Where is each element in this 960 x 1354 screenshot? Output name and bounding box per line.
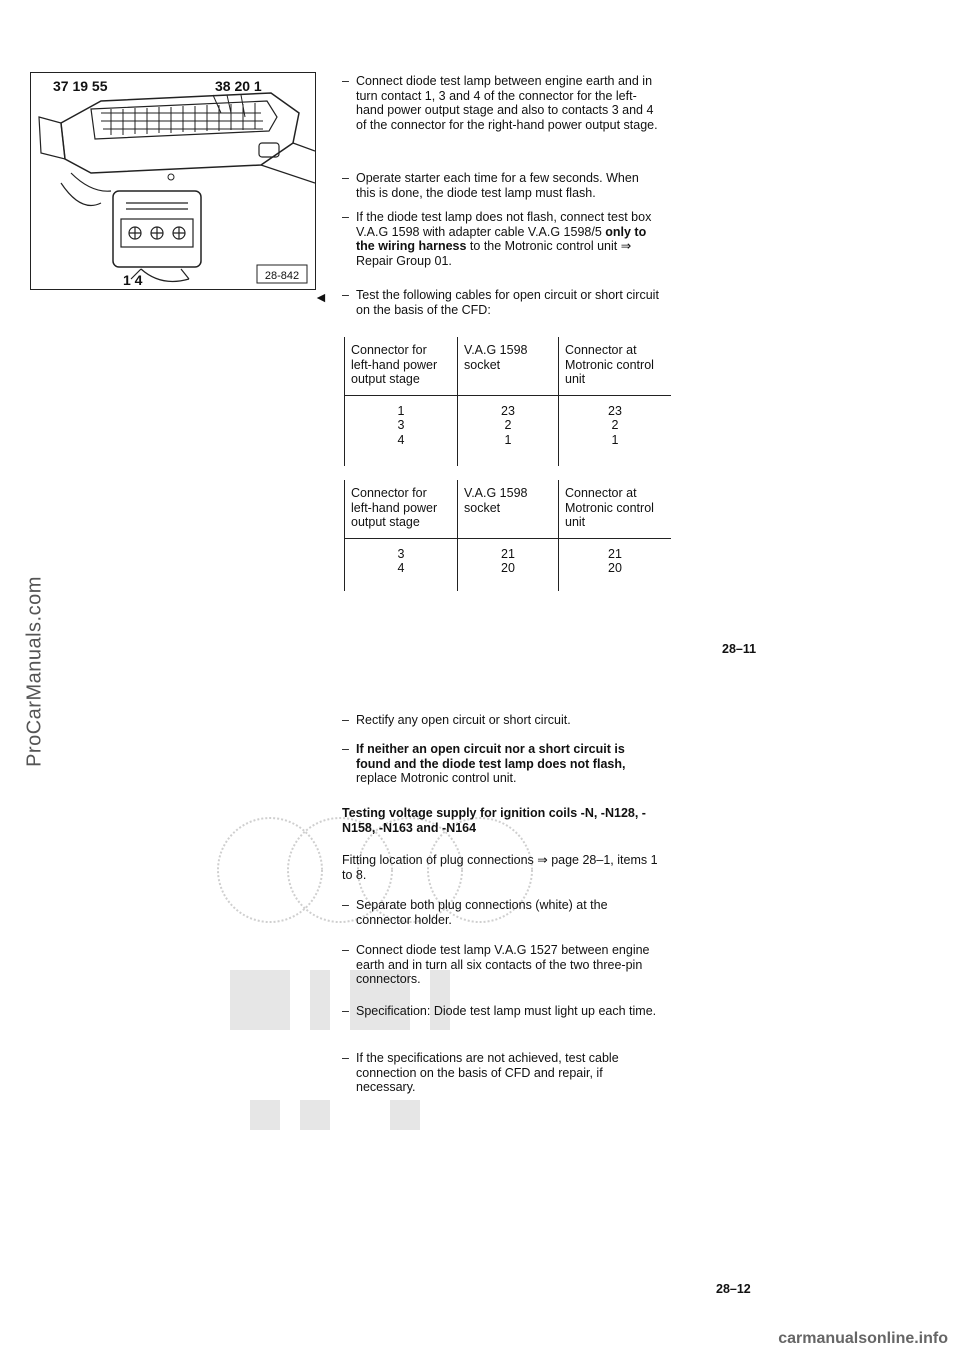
table2-col-1: 3 4 [345, 538, 458, 591]
table1-col-1: 1 3 4 [345, 395, 458, 466]
instruction-replace-control-unit: – If neither an open circuit nor a short circuit is found and the diode test lamp does not flash, replace Motronic control unit. [342, 742, 626, 785]
figure-ref: 28-842 [264, 270, 300, 282]
specification-text: – Specification: Diode test lamp must light up each time. [342, 1004, 657, 1018]
table2-header-3: Connector at Motronic control unit [559, 480, 672, 538]
connector-figure [30, 72, 316, 290]
instruction-connect-lamp: – Connect diode test lamp between engine earth and in turn contact 1, 3 and 4 of the connector for the left-hand power output stage and also to contacts 3 and 4 of the connector for the right-hand power output stage. [342, 74, 658, 132]
page-number-28-11: 28–11 [722, 642, 757, 656]
instruction-test-cable-connection: – If the specifications are not achieved, test cable connection on the basis of CFD and repair, if necessary. [342, 1051, 619, 1094]
table2-col-3: 21 20 [608, 546, 622, 575]
footer-watermark: carmanualsonline.info [778, 1330, 948, 1347]
table2-col-2: 21 20 [458, 538, 559, 591]
figure-label-top-right: 38 20 1 [215, 78, 262, 94]
table1-header-2: V.A.G 1598 socket [458, 337, 559, 395]
fitting-location-text: Fitting location of plug connections ⇒ page 28–1, items 1 to 8. [342, 853, 658, 882]
cfd-table-2 [344, 480, 671, 591]
instruction-test-box: – If the diode test lamp does not flash, connect test box V.A.G 1598 with adapter cable V.A.G 1598/5 only to the wiring harness to the Motronic control unit ⇒ Repair Group 01. [342, 210, 652, 268]
instruction-operate-starter: – Operate starter each time for a few seconds. When this is done, the diode test lamp must flash. [342, 171, 639, 200]
side-watermark-text: ProCarManuals.com [23, 576, 46, 767]
figure-label-bottom: 1 4 [123, 272, 143, 288]
section-heading: Testing voltage supply for ignition coils -N, -N128, -N158, -N163 and -N164 [342, 806, 646, 835]
table1-col-3: 23 2 1 [608, 403, 622, 447]
arrow-marker: ◄ [314, 289, 328, 305]
instruction-test-cables: – Test the following cables for open circuit or short circuit on the basis of the CFD: [342, 288, 659, 317]
table1-header-3: Connector at Motronic control unit [559, 337, 672, 395]
instruction-rectify: – Rectify any open circuit or short circuit. [342, 713, 571, 727]
table2-header-1: Connector for left-hand power output stage [345, 480, 458, 538]
instruction-separate-plugs: – Separate both plug connections (white) at the connector holder. [342, 898, 608, 927]
figure-label-top-left: 37 19 55 [53, 78, 108, 94]
table1-header-1: Connector for left-hand power output stage [345, 337, 458, 395]
cfd-table-1 [344, 337, 671, 466]
connector-illustration [31, 73, 315, 289]
table2-header-2: V.A.G 1598 socket [458, 480, 559, 538]
table1-col-2: 23 2 1 [458, 395, 559, 466]
page-number-28-12: 28–12 [716, 1282, 751, 1296]
instruction-connect-lamp-coils: – Connect diode test lamp V.A.G 1527 between engine earth and in turn all six contacts of the two three-pin connectors. [342, 943, 650, 986]
